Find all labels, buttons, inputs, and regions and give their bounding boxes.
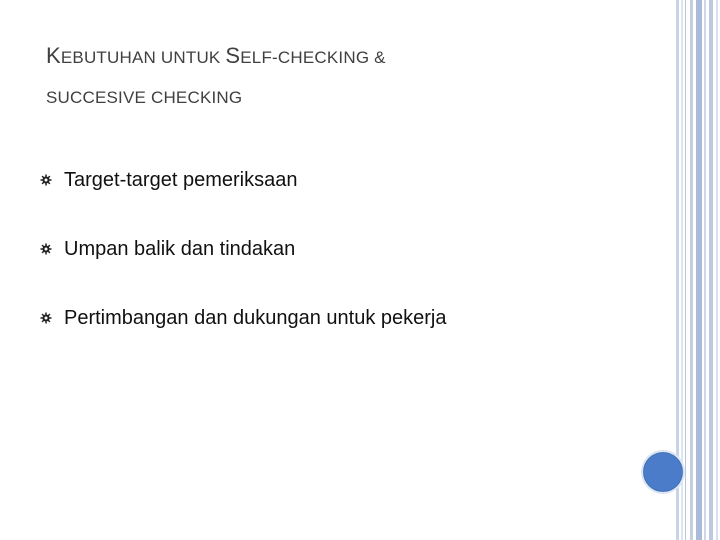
stripe [696, 0, 702, 540]
title-line-1 [46, 38, 606, 76]
gear-bullet-icon [40, 298, 64, 338]
gear-bullet-icon [40, 229, 64, 269]
decorative-circle [640, 449, 686, 495]
stripe [704, 0, 706, 540]
list-item [40, 298, 640, 338]
title-cap: S [225, 43, 241, 68]
bullet-list [40, 160, 640, 367]
title-text: EBUTUHAN UNTUK [60, 48, 226, 67]
bullet-text: Umpan balik dan tindakan [64, 237, 296, 260]
list-item [40, 160, 640, 200]
title-cap: K [46, 43, 61, 68]
stripe [690, 0, 693, 540]
slide-title [46, 38, 606, 116]
title-text: ELF-CHECKING & [240, 48, 386, 67]
stripe [716, 0, 718, 540]
stripe [709, 0, 713, 540]
bullet-text: Target-target pemeriksaan [64, 168, 298, 191]
list-item [40, 229, 640, 269]
bullet-text: Pertimbangan dan dukungan untuk pekerja [64, 306, 447, 329]
gear-bullet-icon [40, 160, 64, 200]
title-line-2: SUCCESIVE CHECKING [46, 88, 243, 107]
